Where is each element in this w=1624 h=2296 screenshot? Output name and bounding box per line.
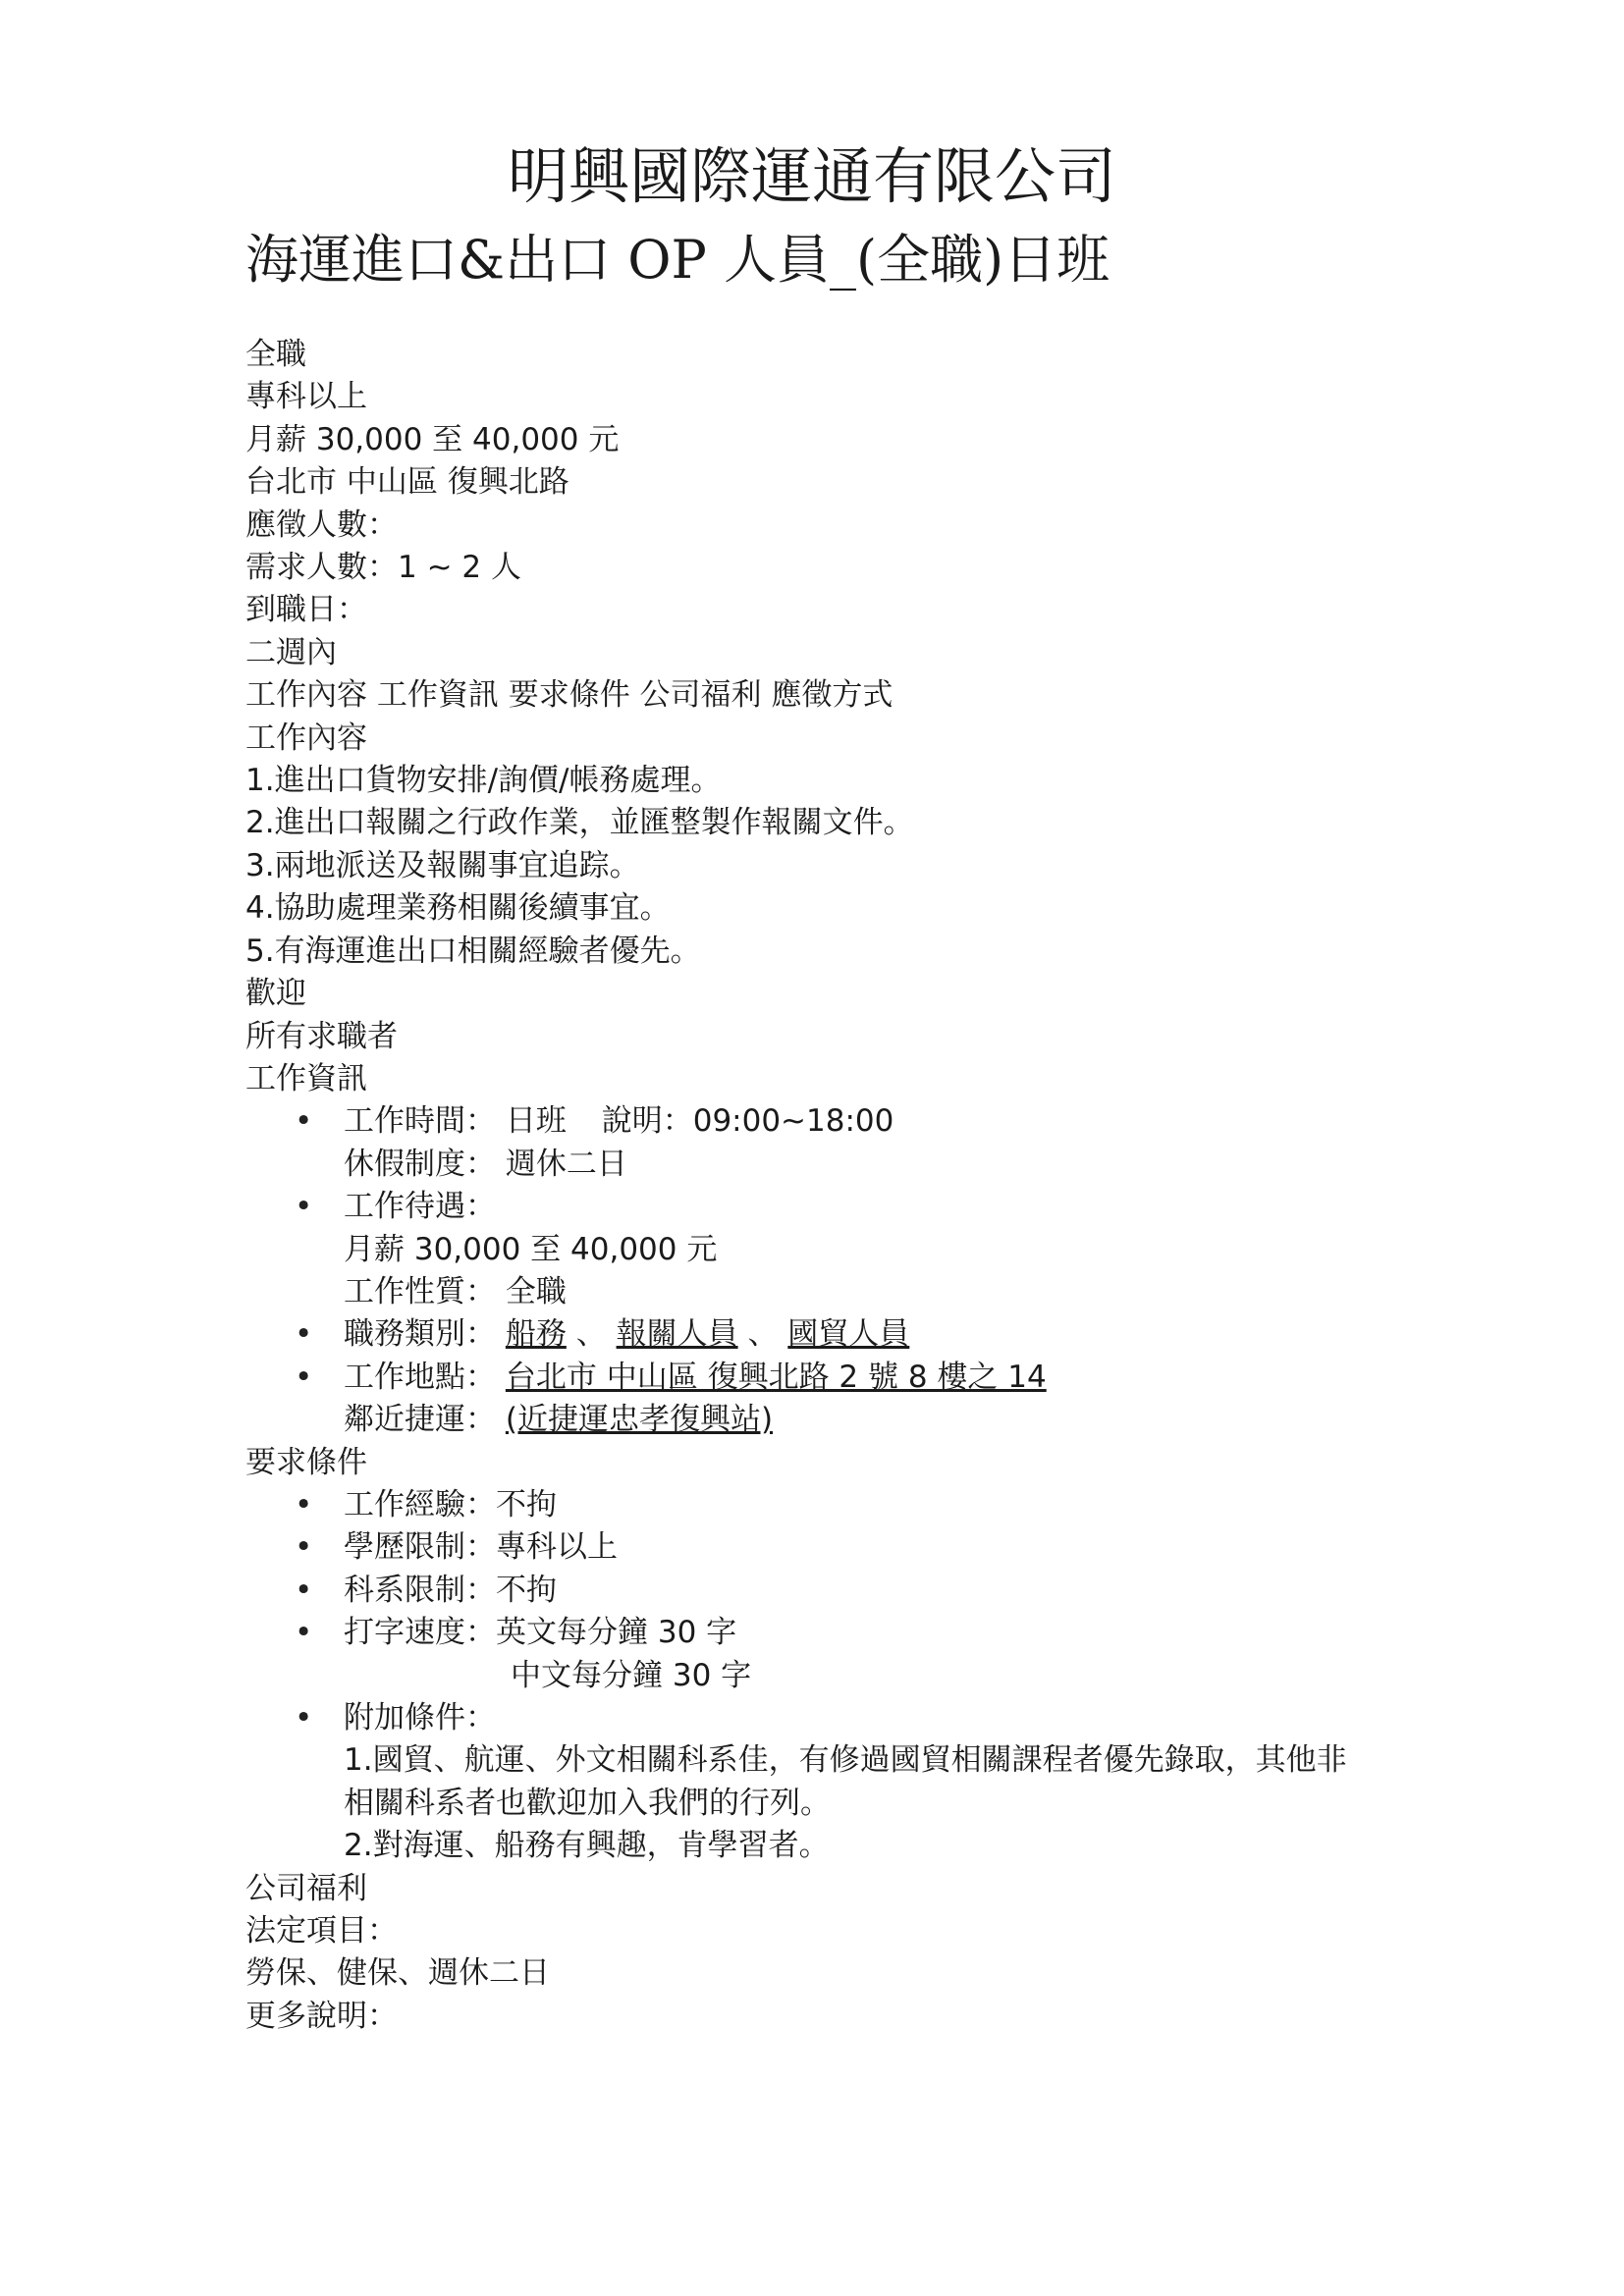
experience-value: 不拘 — [496, 1486, 557, 1522]
pay-label: • 工作待遇： — [344, 1189, 496, 1225]
section-tabs: 工作內容 工作資訊 要求條件 公司福利 應徵方式 — [245, 677, 893, 714]
salary-summary: 月薪 30,000 至 40,000 元 — [245, 421, 620, 457]
work-hours-item — [245, 1100, 1375, 1186]
benefits-heading: 公司福利 — [245, 1870, 367, 1906]
education-value: 專科以上 — [496, 1529, 618, 1566]
additional-condition: 1.國貿、航運、外文相關科系佳，有修過國貿相關課程者優先錄取，其他非相關科系者也歡迎加入我們的行列。 — [344, 1742, 1347, 1821]
requirements-list — [245, 1484, 1375, 1868]
education-summary: 專科以上 — [245, 379, 367, 415]
welcome-value: 所有求職者 — [245, 1018, 398, 1054]
pay-item — [245, 1186, 1375, 1313]
pay-value: 月薪 30,000 至 40,000 元 — [344, 1231, 718, 1267]
document-body — [245, 334, 1375, 2038]
major-label: 科系限制： — [344, 1572, 496, 1608]
typing-english: 英文每分鐘 30 字 — [496, 1615, 737, 1651]
address-item — [245, 1357, 1375, 1442]
headcount: 需求人數：1 ~ 2 人 — [245, 550, 521, 586]
category-link-customs[interactable]: 報關人員 — [616, 1316, 738, 1353]
duties-heading: 工作內容 — [245, 720, 367, 756]
additional-condition: 2.對海運、船務有興趣，肯學習者。 — [344, 1828, 830, 1864]
duty-item: 2.進出口報關之行政作業，並匯整製作報關文件。 — [245, 805, 914, 841]
additional-label: • 附加條件： — [344, 1700, 496, 1735]
company-name: 明興國際運通有限公司 — [507, 140, 1116, 212]
nature-label: 工作性質： — [344, 1273, 496, 1309]
experience-label: 工作經驗： — [344, 1486, 496, 1522]
more-info-label: 更多說明： — [245, 1998, 398, 2034]
employment-type: 全職 — [245, 337, 306, 372]
duty-item: 1.進出口貨物安排/詢價/帳務處理。 — [245, 763, 722, 799]
duty-item: 5.有海運進出口相關經驗者優先。 — [245, 933, 701, 969]
legal-benefits-label: 法定項目： — [245, 1913, 398, 1949]
location-summary: 台北市 中山區 復興北路 — [245, 464, 569, 501]
typing-label: 打字速度： — [344, 1615, 496, 1651]
welcome-label: 歡迎 — [245, 976, 306, 1012]
education-label: 學歷限制： — [344, 1529, 496, 1566]
category-label: 職務類別： — [344, 1316, 496, 1353]
mrt-label: 鄰近捷運： — [344, 1402, 496, 1438]
category-separator: 、 — [747, 1316, 779, 1353]
education-item — [245, 1526, 1375, 1569]
applicants-label: 應徵人數： — [245, 507, 398, 543]
leave-value: 週休二日 — [505, 1146, 627, 1182]
start-date-value: 二週內 — [245, 634, 337, 670]
leave-label: 休假制度： — [344, 1146, 496, 1182]
experience-item — [245, 1484, 1375, 1526]
duty-item: 3.兩地派送及報關事宜追踪。 — [245, 847, 640, 883]
category-link-shipping[interactable]: 船務 — [505, 1316, 567, 1353]
category-separator: 、 — [575, 1316, 607, 1353]
work-hours-note: 說明：09:00~18:00 — [601, 1103, 894, 1140]
job-info-list — [245, 1100, 1375, 1441]
address-link[interactable]: 台北市 中山區 復興北路 2 號 8 樓之 14 — [505, 1359, 1047, 1395]
major-item — [245, 1570, 1375, 1612]
additional-item — [245, 1697, 1375, 1868]
address-label: 工作地點： — [344, 1359, 496, 1395]
work-hours-value: 日班 — [505, 1103, 567, 1140]
mrt-link[interactable]: (近捷運忠孝復興站) — [505, 1402, 774, 1438]
category-item — [245, 1313, 1375, 1356]
typing-item — [245, 1612, 1375, 1697]
category-link-trade[interactable]: 國貿人員 — [787, 1316, 910, 1353]
job-title: 海運進口&出口 OP 人員_(全職)日班 — [245, 229, 1110, 291]
duty-item: 4.協助處理業務相關後續事宜。 — [245, 890, 671, 927]
legal-benefits-value: 勞保、健保、週休二日 — [245, 1955, 550, 1992]
major-value: 不拘 — [496, 1572, 557, 1608]
nature-value: 全職 — [505, 1273, 567, 1309]
requirements-heading: 要求條件 — [245, 1444, 367, 1480]
start-date-label: 到職日： — [245, 592, 367, 628]
work-hours-label: 工作時間： — [344, 1103, 496, 1140]
typing-chinese: 中文每分鐘 30 字 — [511, 1657, 752, 1693]
job-info-heading: 工作資訊 — [245, 1060, 367, 1096]
